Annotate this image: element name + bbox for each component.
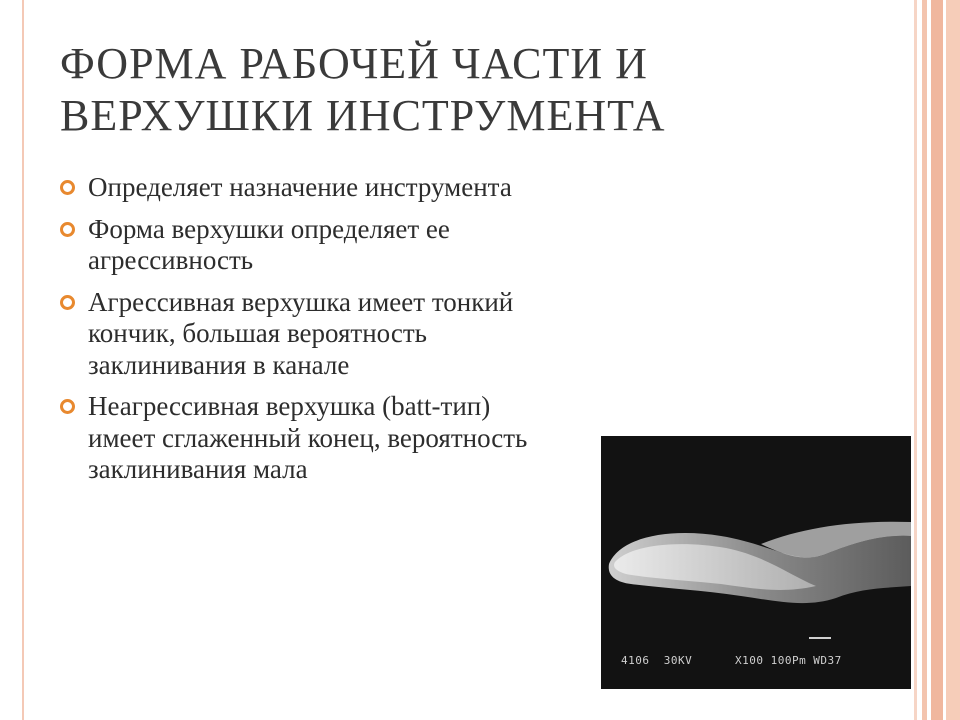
bullet-item (60, 214, 560, 277)
bullet-text: Неагрессивная верхушка (batt-тип) имеет сглаженный конец, вероятность заклинивания мала (88, 391, 528, 484)
bullet-item (60, 391, 560, 486)
slide-title (60, 38, 900, 142)
bullet-item (60, 287, 560, 382)
bullet-text: Форма верхушки определяет ее агрессивность (88, 213, 450, 275)
sem-caption: 4106 30KV X100 100Pm WD37 (621, 654, 842, 667)
bullet-item (60, 172, 560, 204)
instrument-tip-illustration (601, 436, 911, 689)
title-line-1: ФОРМА РАБОЧЕЙ ЧАСТИ И (60, 39, 648, 88)
bullet-ring-icon (60, 399, 75, 414)
right-decor-stripes (914, 0, 960, 720)
left-decor-rule (22, 0, 24, 720)
bullet-text: Агрессивная верхушка имеет тонкий кончик, большая вероятность заклинивания в канале (88, 286, 514, 380)
sem-instrument-tip-photo (601, 436, 911, 689)
bullet-list (60, 172, 560, 496)
bullet-ring-icon (60, 295, 75, 310)
title-line-2: ВЕРХУШКИ ИНСТРУМЕНТА (60, 91, 666, 140)
bullet-text: Определяет назначение инструмента (88, 172, 512, 202)
bullet-ring-icon (60, 180, 75, 195)
bullet-ring-icon (60, 222, 75, 237)
